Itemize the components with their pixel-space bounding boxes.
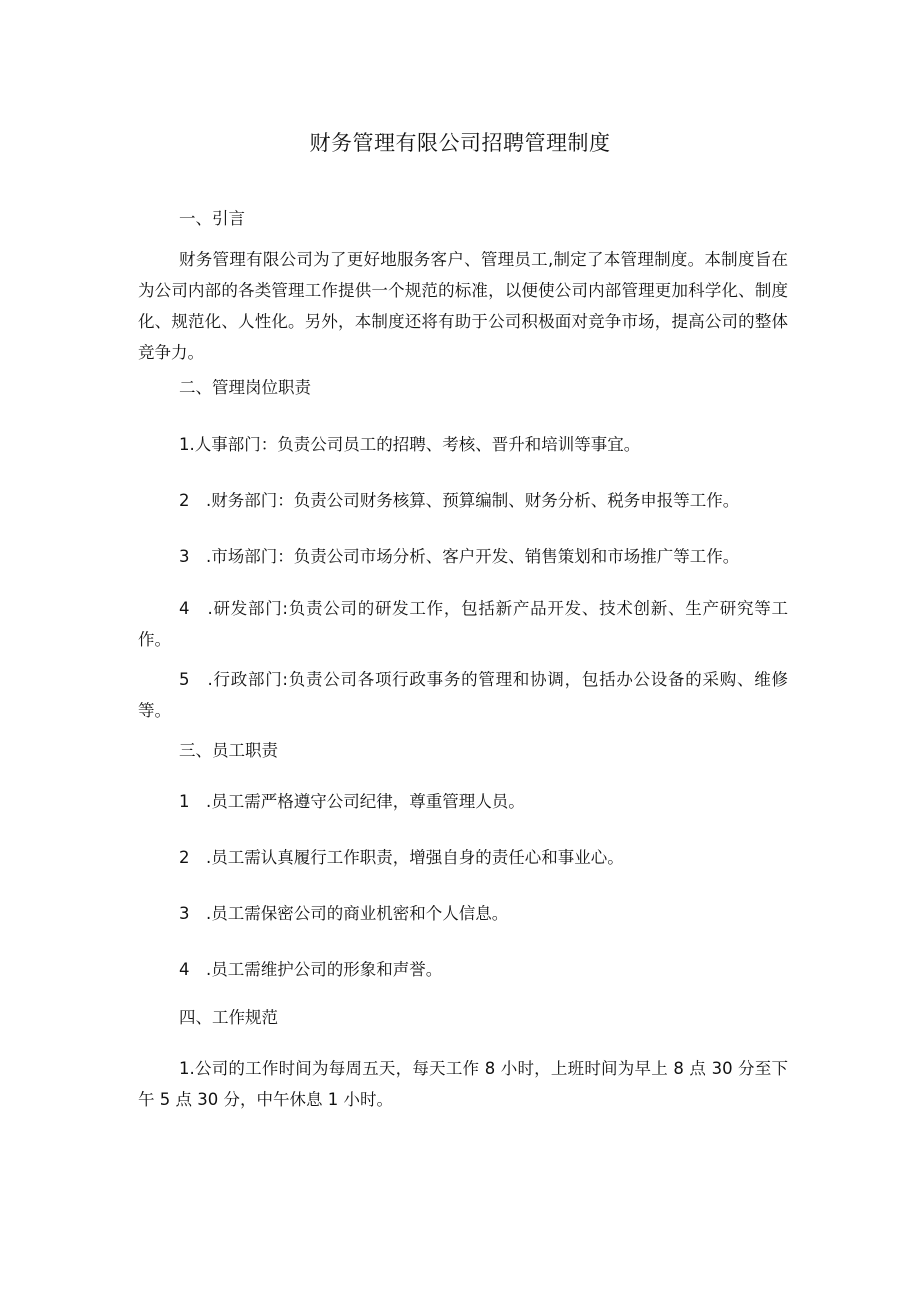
duty-item-marketing: 3 .市场部门：负责公司市场分析、客户开发、销售策划和市场推广等工作。 <box>179 547 740 566</box>
work-rule-item: 1.公司的工作时间为每周五天，每天工作 8 小时，上班时间为早上 8 点 30 分至下午 5 点 30 分，中午休息 1 小时。 <box>138 1059 789 1109</box>
section-heading-employee-duties: 三、员工职责 <box>179 741 278 760</box>
section-heading-work-rules: 四、工作规范 <box>179 1008 278 1027</box>
document-title: 财务管理有限公司招聘管理制度 <box>309 131 611 155</box>
employee-duty-item: 3 .员工需保密公司的商业机密和个人信息。 <box>179 904 509 923</box>
employee-duty-item: 4 .员工需维护公司的形象和声誉。 <box>179 960 443 979</box>
employee-duty-item: 2 .员工需认真履行工作职责，增强自身的责任心和事业心。 <box>179 848 624 867</box>
duty-item-admin: 5 .行政部门:负责公司各项行政事务的管理和协调，包括办公设备的采购、维修等。 <box>138 670 788 720</box>
introduction-paragraph: 财务管理有限公司为了更好地服务客户、管理员工,制定了本管理制度。本制度旨在为公司内部的各类管理工作提供一个规范的标准，以便使公司内部管理更加科学化、制度化、规范化、人性化。另外，本制度还将有助于公司积极面对竞争市场，提高公司的整体竞争力。 <box>138 250 788 362</box>
employee-duty-item: 1 .员工需严格遵守公司纪律，尊重管理人员。 <box>179 792 525 811</box>
duty-item-hr: 1.人事部门：负责公司员工的招聘、考核、晋升和培训等事宜。 <box>179 435 641 454</box>
duty-item-finance: 2 .财务部门：负责公司财务核算、预算编制、财务分析、税务申报等工作。 <box>179 491 740 510</box>
section-heading-management-duties: 二、管理岗位职责 <box>179 378 311 397</box>
section-heading-introduction: 一、引言 <box>179 209 245 228</box>
duty-item-rnd: 4 .研发部门:负责公司的研发工作，包括新产品开发、技术创新、生产研究等工作。 <box>138 599 788 649</box>
